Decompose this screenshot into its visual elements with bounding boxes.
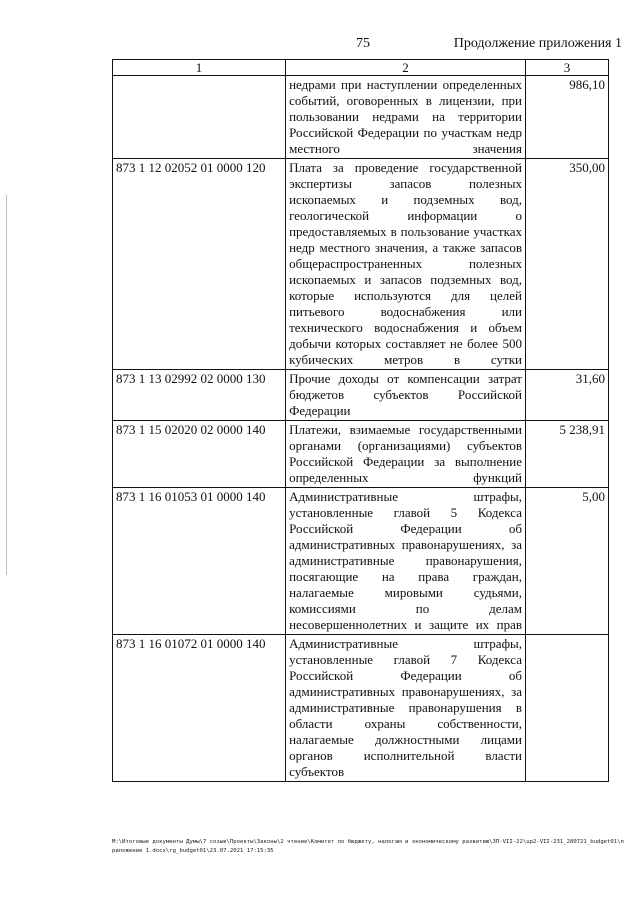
table-header-row [113, 60, 609, 76]
row-description: Плата за проведение государственной экспертизы запасов полезных ископаемых и подземных вод, геологической информации о предоставляемых в пользование участках недр местного значения, а также запасов общераспространенных полезных ископаемых и запасов подземных вод, которые используются для целей питьевого водоснабжения или технического водоснабжения и объем добычи которых составляет не более 500 кубических метров в сутки [286, 159, 526, 370]
row-amount: 31,60 [525, 370, 608, 421]
row-amount: 5,00 [525, 488, 608, 635]
row-amount [525, 635, 608, 782]
row-description: Прочие доходы от компенсации затрат бюджетов субъектов Российской Федерации [286, 370, 526, 421]
row-code: 873 1 13 02992 02 0000 130 [113, 370, 286, 421]
row-code: 873 1 16 01072 01 0000 140 [113, 635, 286, 782]
header-col-1: 1 [113, 60, 286, 76]
scan-edge-mark [6, 195, 7, 575]
page-number: 75 [356, 36, 370, 51]
row-code: 873 1 15 02020 02 0000 140 [113, 421, 286, 488]
row-description: Платежи, взимаемые государственными органами (организациями) субъектов Российской Федерации за выполнение определенных функций [286, 421, 526, 488]
row-code [113, 76, 286, 159]
row-amount: 986,10 [525, 76, 608, 159]
header-col-3: 3 [525, 60, 608, 76]
budget-revenue-table [112, 59, 609, 782]
row-description: Административные штрафы, установленные главой 7 Кодекса Российской Федерации об административных правонарушениях, за административные правонарушения в области охраны собственности, налагаемые должностными лицами органов исполнительной власти субъектов [286, 635, 526, 782]
table-row [113, 76, 609, 159]
table-row [113, 635, 609, 782]
document-path-footer: M:\Итоговые документы Думы\7 созыв\Проекты\Законы\2 чтение\Комитет по бюджету, налогам и экономическому развитию\ЗП-VII-22\up2-VII-231_280721_budget01\приложение 1.docx\rg_budget01\23.07.2021 17:15:35 [112, 839, 624, 854]
row-description: Административные штрафы, установленные главой 5 Кодекса Российской Федерации об административных правонарушениях, за административные правонарушения, посягающие на права граждан, налагаемые мировыми судьями, комиссиями по делам несовершеннолетних и защите их прав [286, 488, 526, 635]
row-amount: 350,00 [525, 159, 608, 370]
table-row [113, 370, 609, 421]
table-row [113, 488, 609, 635]
row-code: 873 1 12 02052 01 0000 120 [113, 159, 286, 370]
header-col-2: 2 [286, 60, 526, 76]
row-code: 873 1 16 01053 01 0000 140 [113, 488, 286, 635]
continuation-label: Продолжение приложения 1 [453, 36, 622, 51]
row-amount: 5 238,91 [525, 421, 608, 488]
table-row [113, 421, 609, 488]
table-row [113, 159, 609, 370]
row-description: недрами при наступлении определенных событий, оговоренных в лицензии, при пользовании недрами на территории Российской Федерации по участкам недр местного значения [286, 76, 526, 159]
